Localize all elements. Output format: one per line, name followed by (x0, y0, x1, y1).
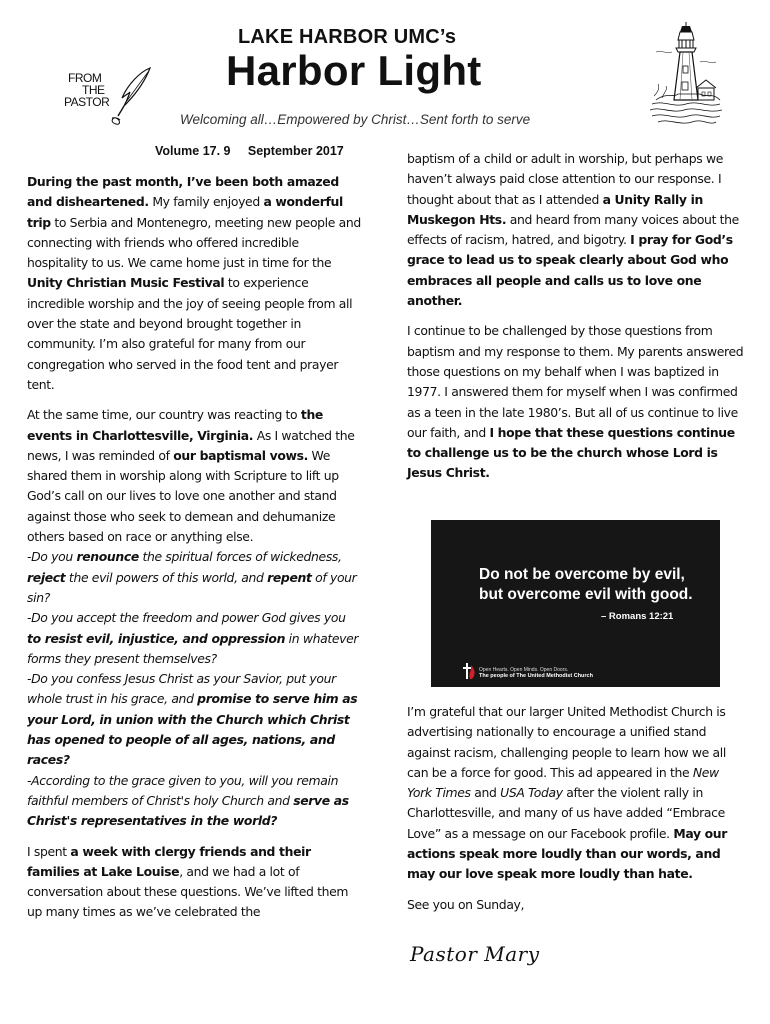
logo-line-the: THE (82, 83, 105, 97)
logo-line-from: FROM (68, 71, 102, 85)
baptismal-question-serve (27, 771, 361, 832)
text-run: -Do you (27, 549, 77, 565)
bold-text: to resist evil, injustice, and oppression (27, 630, 286, 646)
organization-name: LAKE HARBOR UMC’s (238, 26, 457, 48)
bold-text: promise to serve him as your Lord, in union with the Church which Christ has opened to people of all ages, nations, and races? (27, 691, 358, 768)
quill-pen-icon (110, 66, 154, 126)
from-the-pastor-logo (62, 58, 154, 138)
ad-line-2: but overcome evil with good. (479, 586, 693, 603)
text-run: New York Times (407, 764, 719, 801)
bold-text: repent (267, 569, 312, 585)
bold-text: serve as Christ's representatives in the world? (27, 792, 349, 829)
text-run: USA Today (500, 785, 563, 801)
text-run: to experience incredible worship and the joy of seeing people from all over the state and beyond brought together in community. I’m also grateful for many from our congregation who served in the food tent and prayer tent. (27, 275, 353, 392)
cross-and-flame-icon (463, 661, 477, 681)
bold-text: a wonderful trip (27, 194, 343, 230)
bold-text: our baptismal vows. (173, 447, 308, 463)
logo-line-pastor: PASTOR (64, 95, 110, 109)
signature: Pastor Mary (410, 942, 540, 966)
bold-text: reject (27, 569, 66, 585)
bold-text: renounce (76, 549, 139, 565)
ad-footer-small: Open Hearts. Open Minds. Open Doors. (479, 667, 569, 673)
bold-text: I pray for God’s grace to lead us to speak clearly about God who embraces all people and calls us to love one another. (407, 232, 733, 309)
text-run: after the violent rally in Charlottesville, and many of us have added “Embrace Love” as a message on our Facebook profile. (407, 785, 725, 841)
right-column-bottom (407, 702, 747, 925)
text-run: I spent (27, 843, 71, 859)
bold-text: a week with clergy friends and their families at Lake Louise (27, 843, 311, 879)
text-run: I continue to be challenged by those questions from baptism and my response to them. My parents answered those questions on my behalf when I was baptized in 1977. I answered them for myself when I was confirmed as a teen in the late 1980’s. But all of us continue to live our faith, and (407, 323, 744, 440)
issue-volume: Volume 17. 9 (155, 144, 231, 158)
text-run: baptism of a child or adult in worship, but perhaps we haven’t always paid close attention to our response. I thought about that as I attended (407, 151, 723, 207)
paragraph-grateful-ad (407, 702, 747, 885)
text-run: -Do you accept the freedom and power God gives you (27, 610, 346, 626)
bold-text: May our actions speak more loudly than our words, and may our love speak more loudly than hate. (407, 825, 728, 882)
baptismal-question-resist (27, 608, 361, 669)
text-run: the spiritual forces of wickedness, (138, 549, 342, 565)
bold-text: a Unity Rally in Muskegon Hts. (407, 191, 703, 227)
tagline: Welcoming all…Empowered by Christ…Sent forth to serve (180, 112, 531, 127)
text-run: and heard from many voices about the effects of racism, hatred, and bigotry. (407, 211, 739, 248)
text-run: We shared them in worship along with Scripture to lift up God’s call on our lives to love one another and stand against those who seek to demean and dehumanize others based on race or anything else. (27, 447, 339, 545)
left-column (27, 172, 361, 933)
text-run: , and we had a lot of conversation about these questions. We’ve lifted them up many times as we’ve celebrated the (27, 863, 349, 920)
text-run: At the same time, our country was reacting to (27, 407, 301, 423)
ad-reference: – Romans 12:21 (601, 611, 674, 622)
paragraph-unity-rally (407, 149, 747, 311)
paragraph-lake-louise (27, 842, 361, 923)
lighthouse-sketch-icon (650, 22, 722, 132)
text-run: My family enjoyed (148, 194, 264, 210)
bold-text: the events in Charlottesville, Virginia. (27, 407, 323, 443)
text-run: -According to the grace given to you, will you remain faithful members of Christ's holy Church and (27, 772, 339, 808)
baptismal-question-renounce (27, 547, 361, 608)
newsletter-title: Harbor Light (226, 47, 482, 94)
ad-footer: The people of The United Methodist Church (479, 673, 593, 679)
right-column-top (407, 149, 747, 494)
bold-text: Unity Christian Music Festival (27, 275, 225, 291)
text-run: to Serbia and Montenegro, meeting new people and connecting with friends who offered incredible hospitality to us. We came home just in time for the (27, 214, 361, 271)
text-run: and (470, 785, 501, 801)
bold-text: I hope that these questions continue to challenge us to be the church whose Lord is Jesus Christ. (407, 424, 735, 481)
bold-text: During the past month, I’ve been both amazed and disheartened. (27, 174, 339, 210)
text-run: -Do you confess Jesus Christ as your Savior, put your whole trust in his grace, and (27, 671, 336, 707)
baptismal-question-confess (27, 669, 361, 770)
issue-date: September 2017 (247, 144, 344, 158)
closing-line: See you on Sunday, (407, 896, 525, 912)
text-run: As I watched the news, I was reminded of (27, 427, 355, 463)
text-run: in whatever forms they present themselves? (27, 630, 359, 666)
romans-ad-image (431, 520, 720, 687)
paragraph-charlottesville (27, 405, 361, 547)
ad-line-1: Do not be overcome by evil, (479, 566, 685, 583)
text-run: the evil powers of this world, and (65, 569, 268, 585)
text-run: of your sin? (27, 569, 357, 605)
paragraph-challenged (407, 321, 747, 483)
paragraph-trip (27, 172, 361, 395)
issue-info (155, 144, 344, 158)
text-run: I’m grateful that our larger United Methodist Church is advertising nationally to encourage a unified stand against racism, challenging people to learn how we all can be a force for good. This ad appeared in the (407, 704, 726, 780)
